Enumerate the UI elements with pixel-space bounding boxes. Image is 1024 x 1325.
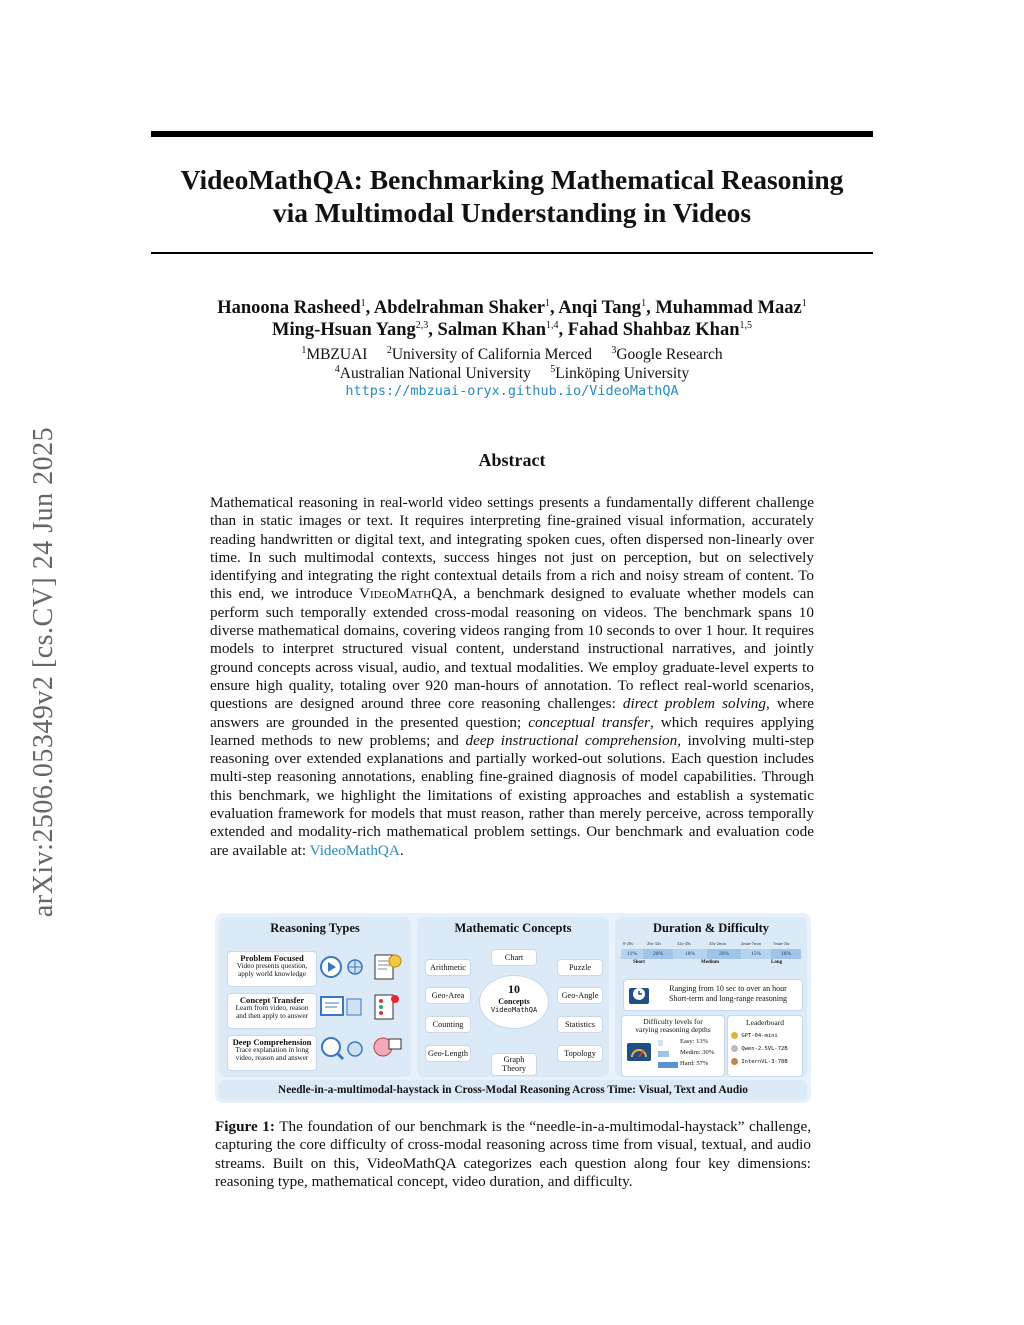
difficulty-bar [658,1040,663,1046]
reasoning-types-panel [219,917,411,1077]
board-transfer-icon [321,995,399,1019]
paper-title: VideoMathQA: Benchmarking Mathematical Reasoning via Multimodal Understanding in Videos [180,164,844,228]
magnify-brain-icon [322,1038,401,1059]
author: Salman Khan [437,320,547,340]
abstract-heading: Abstract [478,450,546,470]
video-globe-icon [321,957,362,977]
clock-video-icon [628,983,652,1007]
leaderboard-item: GPT-04-mini [731,1030,788,1043]
concept-item: Graph Theory [491,1053,537,1076]
affiliations: $^1$MBZUAI $^2$University of California Merced $^3$Google Research $^4$Australian National University $^5$Linköping University [301,344,723,382]
concept-item: Geo-Area [425,987,471,1004]
reasoning-item: Concept Transfer Learn from video, reason and then apply to answer [227,993,317,1029]
leaderboard-box: Leaderboard GPT-04-mini Qwen-2.5VL-72B InternVL-3-78B [727,1015,803,1077]
author: Anqi Tang [558,298,642,318]
reasoning-icons [319,951,407,1071]
concept-item: Counting [425,1016,471,1033]
panel-title: Mathematic Concepts [454,921,572,935]
code-link[interactable]: VideoMathQA [309,841,400,859]
duration-bin: 16% [771,949,801,959]
leaderboard-item: Qwen-2.5VL-72B [731,1043,788,1056]
author: Abdelrahman Shaker [373,298,546,318]
project-url[interactable]: https://mbzuai-oryx.github.io/VideoMathQA [345,383,679,399]
concept-item: Puzzle [557,959,603,976]
concept-item: Geo-Angle [557,987,603,1004]
reasoning-item: Deep Comprehension Trace explanation in long video, reason and answer [227,1035,317,1071]
title-top-rule [151,131,873,137]
leaderboard-item: InternVL-3-78B [731,1056,788,1069]
concept-item: Statistics [557,1016,603,1033]
reasoning-item: Problem Focused Video presents question, apply world knowledge [227,951,317,987]
difficulty-box: Difficulty levels for varying reasoning depths Easy: 13% Medim: 30% Hard: 57% [621,1015,725,1077]
duration-bin: 11% [621,949,643,959]
author: Fahad Shahbaz Khan [567,320,740,340]
gauge-screen-icon [626,1040,652,1066]
author-list: Hanoona Rasheed$^1$, Abdelrahman Shaker$^1$, Anqi Tang$^1$, Muhammad Maaz$^1$ Ming-Hsuan Yang$^{2,3}$, Salman Khan$^{1,4}$, Fahad Shahbaz Khan$^{1,5}$ [217,297,807,340]
title-bottom-rule [151,252,873,254]
concept-item: Chart [491,949,537,966]
silver-medal-icon [731,1045,738,1052]
concepts-center: 10 Concepts VideoMathQA [479,975,549,1029]
duration-bin: 20% [643,949,673,959]
difficulty-bar [658,1051,669,1057]
difficulty-bar [658,1062,678,1068]
duration-difficulty-panel [615,917,807,1077]
range-box: Ranging from 10 sec to over an hour Short-term and long-range reasoning [623,979,803,1011]
figure-1 [215,913,811,1103]
duration-bin: 20% [707,949,741,959]
duration-chart: 0-20s 20s-32s 32s-45s 45s-2min 2min-7min 7min-1hr 11% 20% 18% 20% 15% 16% Short Medium Long [621,941,801,971]
panel-title: Reasoning Types [270,921,360,935]
abstract-body: Mathematical reasoning in real-world video settings presents a fundamentally different challenge than in static images or text. It requires interpreting fine-grained visual information, accurately reading handwritten or digital text, and integrating spoken cues, often dispersed non-linearly over time. In such multimodal contexts, success hinges not just on perception, but on selectively identifying and integrating the right contextual details from a rich and noisy stream of content. To this end, we introduce VideoMathQA, a benchmark designed to evaluate whether models can perform such temporally extended cross-modal reasoning on videos. The benchmark spans 10 diverse mathematical domains, covering videos ranging from 10 seconds to over 1 hour. It requires models to interpret structured visual content, understand instructional narratives, and jointly ground concepts across visual, audio, and textual modalities. We employ graduate-level experts to ensure high quality, totaling over 920 man-hours of annotation. To reflect real-world scenarios, questions are designed around three core reasoning challenges: direct problem solving, where answers are grounded in the presented question; conceptual transfer, which requires applying learned methods to new problems; and deep instructional comprehension, involving multi-step reasoning over extended explanations and partially worked-out solutions. Each question includes multi-step reasoning annotations, enabling fine-grained diagnosis of model capabilities. Through this benchmark, we highlight the limitations of existing approaches and establish a systematic evaluation framework for models that must reason, rather than merely perceive, across temporally extended and modality-rich mathematical problem settings. Our benchmark and evaluation code are available at: VideoMathQA. [210,494,814,859]
bronze-medal-icon [731,1058,738,1065]
concept-item: Topology [557,1045,603,1062]
author: Hanoona Rasheed [217,298,361,318]
author: Ming-Hsuan Yang [272,320,416,340]
figure-caption: Figure 1: The foundation of our benchmark is the “needle-in-a-multimodal-haystack” challenge, capturing the core difficulty of cross-modal reasoning across time from visual, textual, and audio streams. Built on this, VideoMathQA categorizes each question along four key dimensions: reasoning type, mathematical concept, video duration, and difficulty. [215,1118,811,1190]
arxiv-sidebar [14,372,74,972]
bulb-note-icon [375,955,401,979]
figure-footer: Needle-in-a-multimodal-haystack in Cross-Modal Reasoning Across Time: Visual, Text and Audio [219,1080,807,1100]
panel-title: Duration & Difficulty [653,921,769,935]
concept-item: Arithmetic [425,959,471,976]
concept-item: Geo-Length [425,1045,471,1062]
duration-bin: 15% [741,949,771,959]
duration-bin: 18% [673,949,707,959]
arxiv-id: arXiv:2506.05349v2 [cs.CV] 24 Jun 2025 [28,426,59,918]
author: Muhammad Maaz [655,298,802,318]
gold-medal-icon [731,1032,738,1039]
math-concepts-panel [417,917,609,1077]
